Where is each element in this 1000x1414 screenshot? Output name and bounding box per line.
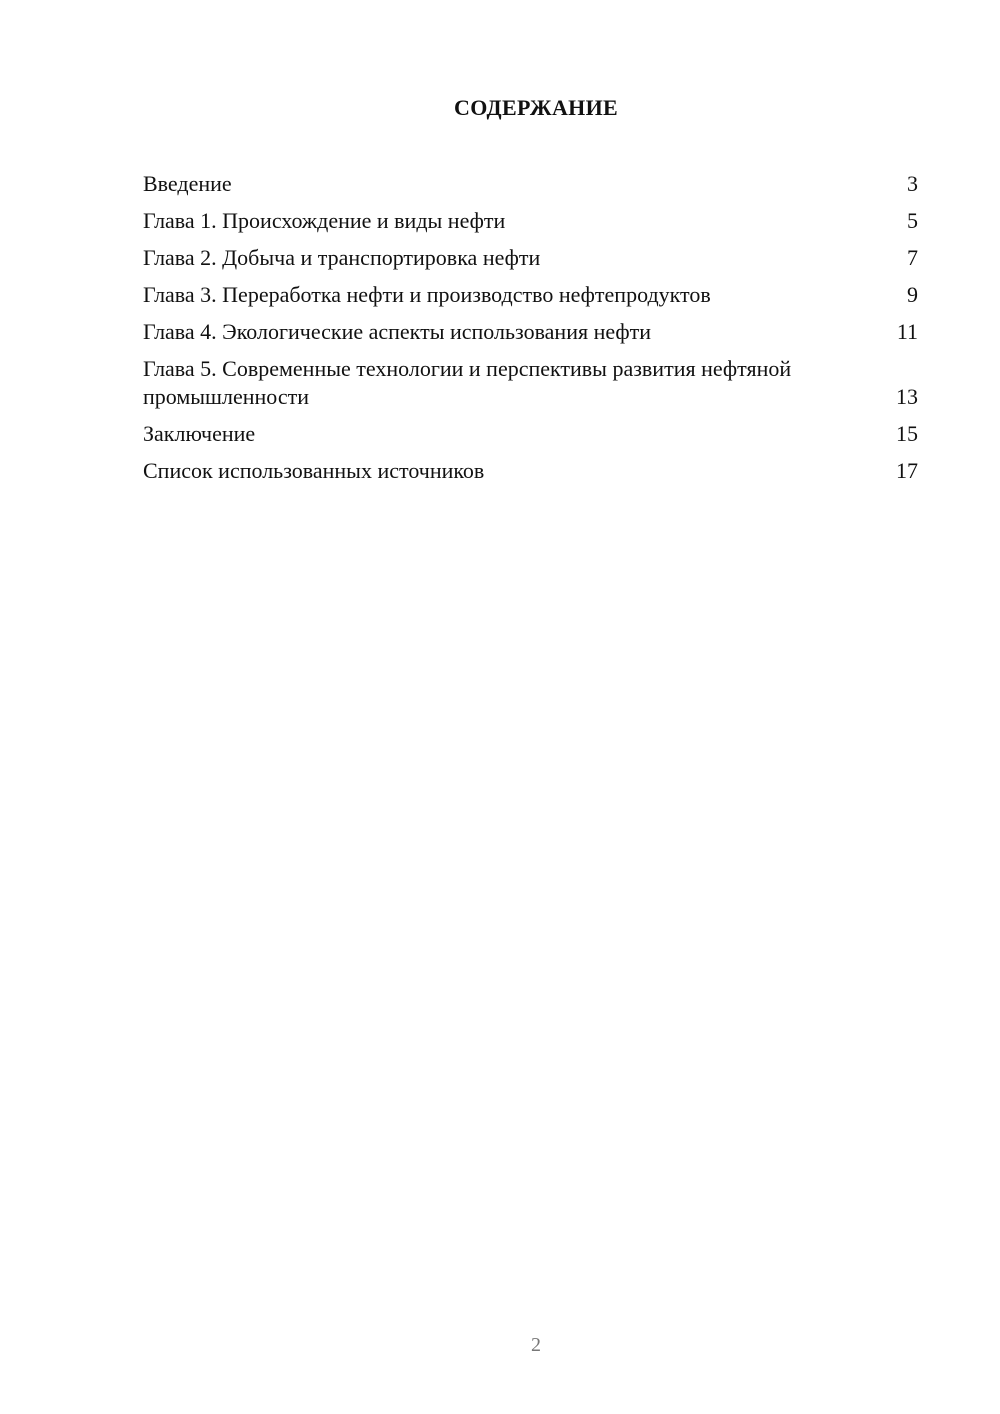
toc-entry-label: Глава 4. Экологические аспекты использования нефти <box>143 319 652 344</box>
toc-entry-page: 5 <box>907 208 918 233</box>
toc-entry-label: Список использованных источников <box>143 458 485 483</box>
toc-entry-chapter-5 <box>143 355 918 411</box>
toc-entry-introduction <box>143 170 918 198</box>
toc-entry-page: 3 <box>907 171 918 196</box>
table-of-contents <box>143 170 918 494</box>
toc-entry-label: Глава 1. Происхождение и виды нефти <box>143 208 506 233</box>
toc-entry-references <box>143 457 918 485</box>
toc-entry-chapter-4 <box>143 318 918 346</box>
toc-entry-chapter-3 <box>143 281 918 309</box>
toc-entry-label: Заключение <box>143 421 256 446</box>
page-title: СОДЕРЖАНИЕ <box>454 95 618 120</box>
toc-entry-page: 17 <box>896 458 918 483</box>
toc-entry-label: Глава 3. Переработка нефти и производство нефтепродуктов <box>143 282 711 307</box>
page-number: 2 <box>531 1334 541 1356</box>
toc-entry-chapter-2 <box>143 244 918 272</box>
toc-entry-label: Введение <box>143 171 232 196</box>
toc-entry-label: Глава 2. Добыча и транспортировка нефти <box>143 245 541 270</box>
toc-entry-page: 13 <box>896 384 918 409</box>
toc-entry-page: 9 <box>907 282 918 307</box>
toc-entry-page: 7 <box>907 245 918 270</box>
toc-entry-conclusion <box>143 420 918 448</box>
toc-entry-label: Глава 5. Современные технологии и перспективы развития нефтяной промышленности <box>143 356 792 409</box>
toc-entry-chapter-1 <box>143 207 918 235</box>
toc-entry-page: 11 <box>896 319 918 344</box>
toc-entry-page: 15 <box>896 421 918 446</box>
